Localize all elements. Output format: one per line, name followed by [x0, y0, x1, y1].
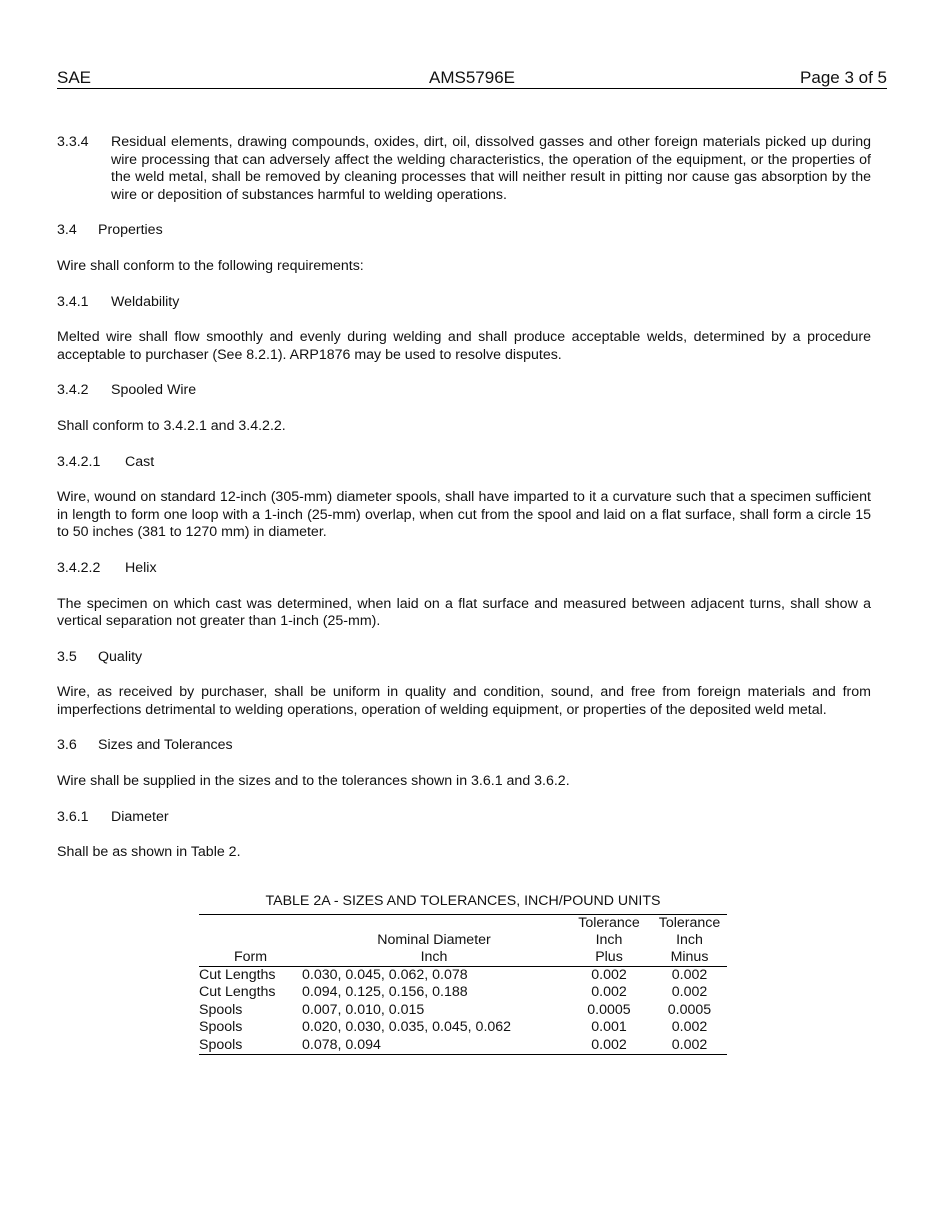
section-title: Weldability [111, 293, 180, 310]
heading-3-4 [57, 222, 871, 240]
section-title: Quality [98, 648, 143, 665]
header-nominal-line1: Nominal Diameter [377, 932, 491, 948]
section-text: Residual elements, drawing compounds, oxides, dirt, oil, dissolved gasses and other foreign materials picked up during wire processing that can adversely affect the welding characteristics, the operation of the equipment, or the properties of the weld metal, shall be removed by cleaning processes that will neither result in pitting nor cause gas absorption by the wire or deposition of substances harmful to welding operations. [111, 134, 871, 203]
section-number: 3.3.4 [57, 134, 89, 150]
table-row [199, 1019, 727, 1036]
cell-form: Cut Lengths [199, 984, 276, 1001]
header-form: Form [199, 949, 302, 967]
header-minus-line2: Inch [676, 932, 703, 948]
cell-form: Cut Lengths [199, 967, 276, 983]
cell-minus: 0.002 [652, 1037, 727, 1055]
cell-nominal: 0.030, 0.045, 0.062, 0.078 [302, 967, 468, 983]
cell-minus: 0.002 [671, 1019, 708, 1036]
section-3-3-4 [57, 134, 871, 204]
section-number: 3.4 [57, 222, 77, 239]
table-row [199, 967, 727, 985]
cell-nominal: 0.020, 0.030, 0.035, 0.045, 0.062 [302, 1019, 512, 1036]
heading-3-6 [57, 737, 871, 755]
section-title: Diameter [111, 808, 169, 825]
paragraph-3-6-1: Shall be as shown in Table 2. [57, 844, 241, 861]
cell-form: Spools [199, 1037, 302, 1055]
header-plus-line2: Inch [595, 932, 623, 948]
table-2a [199, 893, 727, 1055]
cell-plus: 0.002 [591, 984, 627, 1001]
header-doc-number: AMS5796E [429, 68, 515, 87]
paragraph-3-5: Wire, as received by purchaser, shall be uniform in quality and condition, sound, and free from foreign materials and from imperfections detrimental to welding operations, operation of welding equipment, or properties of the deposited weld metal. [57, 684, 871, 718]
cell-minus: 0.0005 [667, 1001, 712, 1018]
header-plus-line1: Tolerance [566, 915, 652, 933]
heading-3-5 [57, 649, 871, 667]
heading-3-4-2-1 [57, 454, 871, 472]
paragraph-3-4-2: Shall conform to 3.4.2.1 and 3.4.2.2. [57, 417, 286, 434]
sizes-tolerances-table [199, 914, 727, 1055]
page-header [57, 68, 887, 89]
section-title: Sizes and Tolerances [98, 737, 233, 754]
header-minus-line1: Tolerance [652, 915, 727, 933]
cell-nominal: 0.078, 0.094 [302, 1037, 566, 1055]
cell-form: Spools [199, 1001, 243, 1018]
heading-3-4-1 [57, 294, 871, 312]
paragraph-3-4-2-2: The specimen on which cast was determined, when laid on a flat surface and measured between adjacent turns, shall show a vertical separation not greater than 1-inch (25-mm). [57, 595, 871, 630]
cell-form: Spools [199, 1019, 243, 1036]
heading-3-6-1 [57, 809, 871, 827]
section-title: Cast [125, 453, 155, 470]
heading-3-4-2-2 [57, 560, 871, 578]
paragraph-3-6: Wire shall be supplied in the sizes and to the tolerances shown in 3.6.1 and 3.6.2. [57, 773, 570, 790]
section-title: Helix [125, 559, 157, 576]
section-number: 3.6.1 [57, 808, 89, 825]
section-number: 3.4.2.1 [57, 453, 101, 470]
cell-nominal: 0.007, 0.010, 0.015 [302, 1001, 425, 1018]
header-minus-line3: Minus [652, 949, 727, 967]
document-body [57, 134, 871, 880]
heading-3-4-2 [57, 382, 871, 400]
table-title: TABLE 2A - SIZES AND TOLERANCES, INCH/POUND UNITS [265, 893, 661, 909]
header-org: SAE [57, 68, 92, 87]
cell-plus: 0.0005 [587, 1001, 631, 1018]
cell-plus: 0.002 [591, 967, 627, 983]
header-page-number: Page 3 of 5 [800, 68, 887, 87]
section-number: 3.4.2.2 [57, 559, 101, 576]
paragraph-3-4: Wire shall conform to the following requirements: [57, 257, 364, 274]
header-nominal-line2: Inch [302, 949, 566, 967]
table-row [199, 1002, 727, 1019]
header-plus-line3: Plus [566, 949, 652, 967]
section-number: 3.4.2 [57, 382, 89, 399]
cell-plus: 0.001 [591, 1019, 627, 1036]
section-number: 3.5 [57, 648, 77, 665]
paragraph-3-4-2-1: Wire, wound on standard 12-inch (305-mm) diameter spools, shall have imparted to it a curvature such that a specimen sufficient in length to form one loop with a 1-inch (25-mm) overlap, when cut from the spool and laid on a flat surface, shall form a circle 15 to 50 inches (381 to 1270 mm) in diameter. [57, 489, 871, 541]
table-row [199, 984, 727, 1001]
table-row [199, 1037, 727, 1055]
cell-minus: 0.002 [671, 967, 708, 983]
section-title: Spooled Wire [111, 382, 197, 399]
section-title: Properties [98, 222, 163, 239]
cell-minus: 0.002 [671, 984, 708, 1001]
section-number: 3.4.1 [57, 293, 89, 310]
section-number: 3.6 [57, 737, 77, 754]
cell-nominal: 0.094, 0.125, 0.156, 0.188 [302, 984, 468, 1001]
paragraph-3-4-1: Melted wire shall flow smoothly and evenly during welding and shall produce acceptable welds, determined by a procedure acceptable to purchaser (See 8.2.1). ARP1876 may be used to resolve disputes. [57, 329, 871, 363]
cell-plus: 0.002 [566, 1037, 652, 1055]
